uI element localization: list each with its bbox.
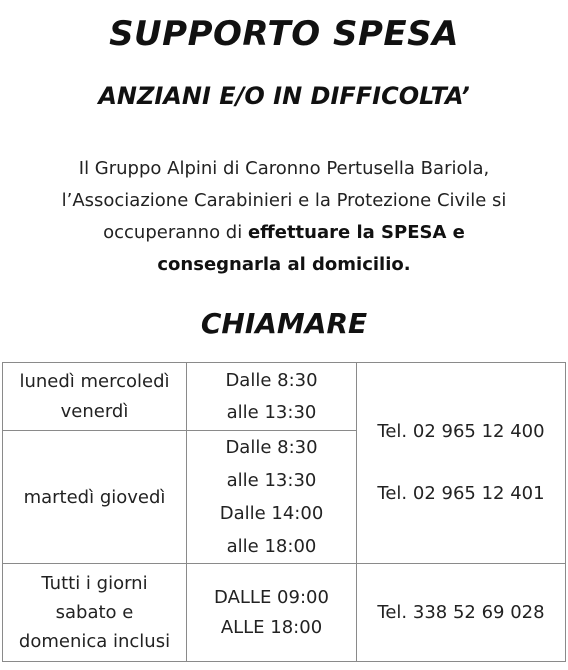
hours-line: Dalle 14:00 bbox=[219, 503, 324, 524]
days-line: Tutti i giorni bbox=[41, 573, 148, 594]
intro-line bbox=[0, 249, 568, 281]
schedule-days bbox=[3, 363, 186, 430]
phone-number: Tel. 02 965 12 400 bbox=[377, 421, 545, 442]
hours-line: alle 18:00 bbox=[226, 536, 317, 557]
schedule-hours bbox=[187, 564, 356, 661]
hours-line: Dalle 8:30 bbox=[225, 437, 318, 458]
days-line: sabato e bbox=[55, 602, 134, 623]
page-subtitle: ANZIANI E/O IN DIFFICOLTA’ bbox=[98, 82, 470, 110]
page-title: SUPPORTO SPESA bbox=[109, 14, 459, 54]
intro-line: Il Gruppo Alpini di Caronno Pertusella Bariola, bbox=[78, 158, 490, 179]
intro-text: occuperanno di bbox=[103, 222, 248, 243]
hours-line: DALLE 09:00 bbox=[214, 586, 329, 608]
call-heading: CHIAMARE bbox=[200, 307, 368, 340]
schedule-hours bbox=[187, 431, 356, 563]
schedule-phones bbox=[357, 363, 565, 563]
schedule-table bbox=[2, 362, 566, 662]
hours-line: alle 13:30 bbox=[226, 401, 317, 423]
schedule-days bbox=[3, 564, 186, 661]
intro-line bbox=[0, 217, 568, 249]
schedule-days bbox=[3, 431, 186, 563]
intro-line: l’Associazione Carabinieri e la Protezione Civile si bbox=[61, 190, 507, 211]
intro-emphasis: consegnarla al domicilio. bbox=[157, 254, 411, 275]
schedule-phones bbox=[357, 564, 565, 661]
hours-line: alle 13:30 bbox=[226, 470, 317, 491]
intro-paragraph bbox=[0, 153, 568, 281]
hours-line: Dalle 8:30 bbox=[225, 369, 318, 391]
days-line: venerdì bbox=[60, 400, 129, 422]
schedule-hours bbox=[187, 363, 356, 430]
intro-emphasis: effettuare la SPESA e bbox=[247, 222, 465, 243]
days-line: martedì giovedì bbox=[23, 486, 166, 508]
phone-number: Tel. 338 52 69 028 bbox=[377, 602, 545, 623]
hours-line: ALLE 18:00 bbox=[220, 616, 323, 638]
phone-number: Tel. 02 965 12 401 bbox=[377, 483, 545, 504]
days-line: domenica inclusi bbox=[18, 631, 171, 652]
days-line: lunedì mercoledì bbox=[19, 370, 170, 392]
